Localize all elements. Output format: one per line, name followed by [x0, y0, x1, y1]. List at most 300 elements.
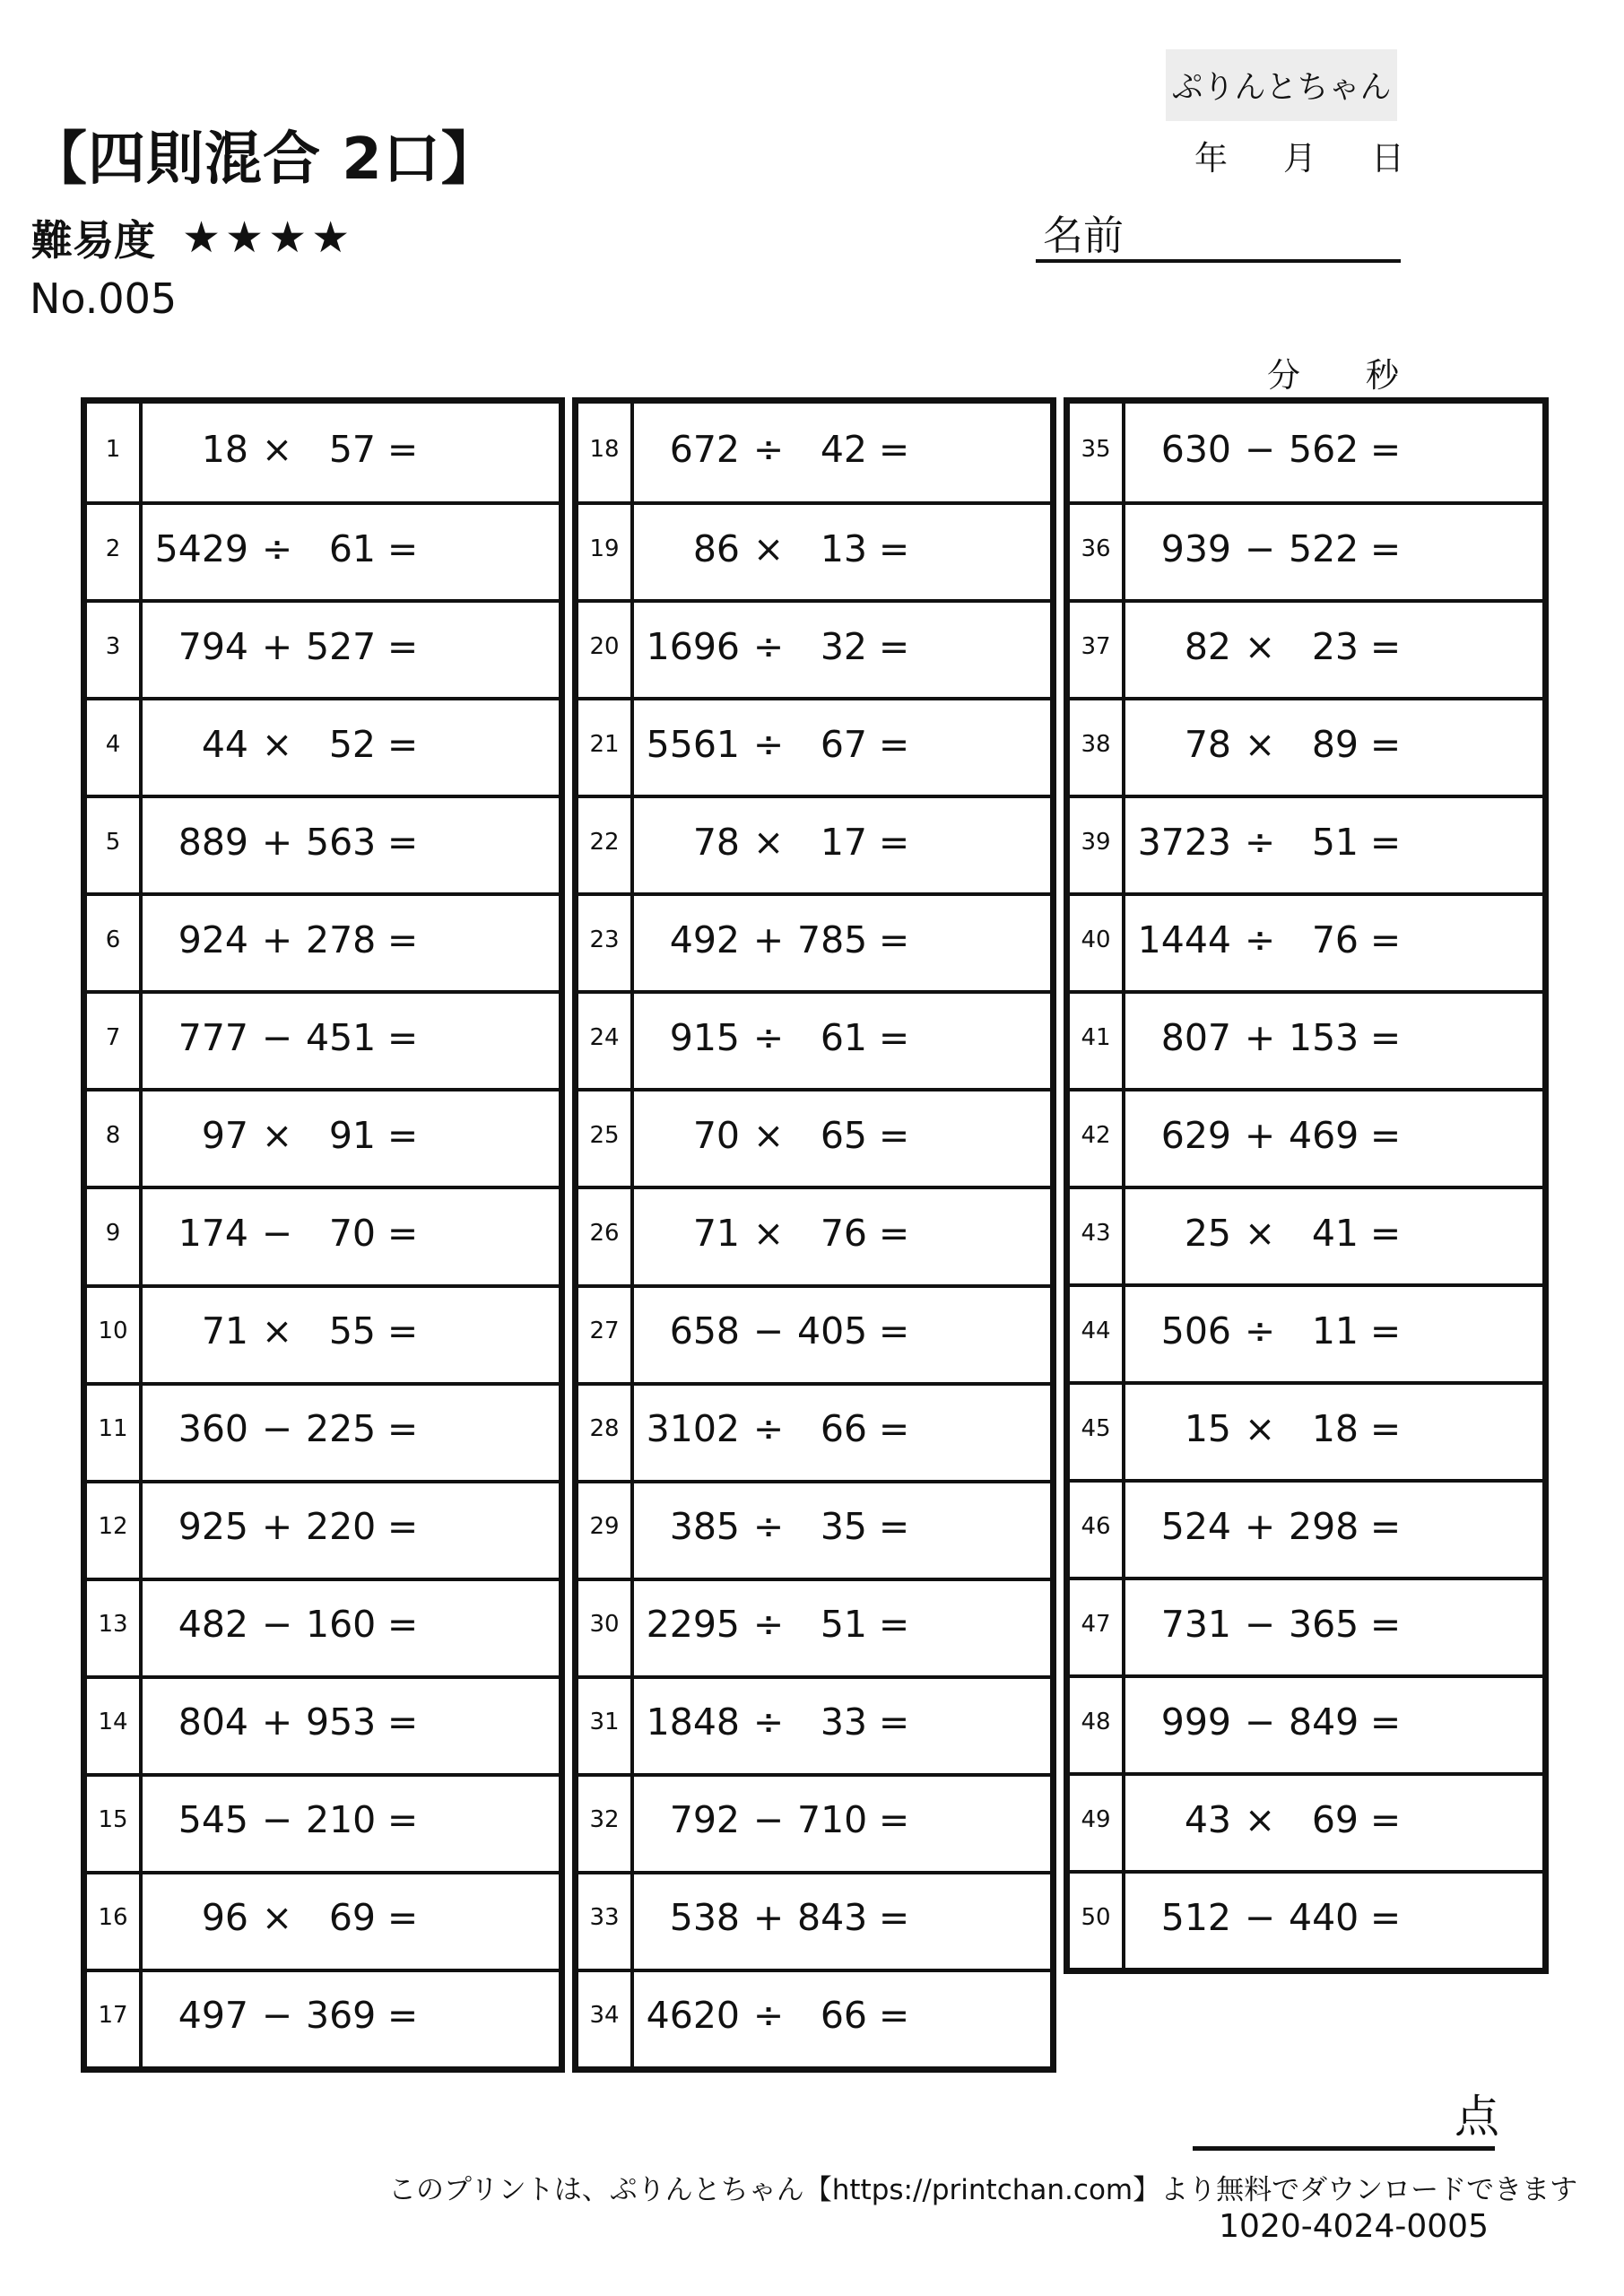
- problem-expression: [1125, 404, 1542, 501]
- operand-a: 629: [1160, 1113, 1231, 1157]
- problem-number: 3: [87, 603, 143, 697]
- operand-b: 785: [797, 918, 868, 961]
- operator: +: [261, 1700, 293, 1744]
- operand-a: 1696: [646, 624, 740, 668]
- problem-number: 43: [1070, 1189, 1125, 1283]
- score-underline: [1193, 2146, 1495, 2151]
- problem-number: 12: [87, 1483, 143, 1578]
- problem-row: [578, 1969, 1050, 2066]
- operand-b: 469: [1289, 1113, 1359, 1157]
- problem-row: [578, 1382, 1050, 1480]
- problem-expression: [634, 1288, 1050, 1382]
- problem-row: [87, 697, 559, 795]
- operator: +: [1244, 1113, 1276, 1157]
- operator: −: [1244, 1895, 1276, 1939]
- problem-number: 2: [87, 505, 143, 599]
- operand-b: 160: [306, 1603, 377, 1647]
- operator: ×: [752, 1211, 785, 1255]
- problem-expression: [143, 404, 559, 501]
- problem-number: 5: [87, 798, 143, 892]
- operand-a: 1444: [1137, 918, 1231, 961]
- problem-row: [87, 1675, 559, 1773]
- problem-expression: [1125, 1874, 1542, 1968]
- operand-b: 225: [306, 1407, 377, 1451]
- problem-number: 46: [1070, 1483, 1125, 1577]
- operand-a: 512: [1160, 1895, 1231, 1939]
- operand-a: 18: [201, 427, 248, 471]
- equals-sign: =: [1369, 1015, 1402, 1059]
- operator: −: [1244, 1700, 1276, 1744]
- problem-expression: [1125, 1776, 1542, 1870]
- problem-row: [578, 795, 1050, 892]
- operand-a: 78: [1184, 722, 1231, 766]
- problem-row: [578, 1480, 1050, 1578]
- operand-a: 777: [178, 1015, 248, 1059]
- operand-b: 153: [1289, 1015, 1359, 1059]
- operand-b: 710: [797, 1798, 868, 1842]
- problem-expression: [1125, 1385, 1542, 1479]
- problem-row: [578, 599, 1050, 697]
- problem-number: 14: [87, 1679, 143, 1773]
- operand-a: 492: [669, 918, 740, 961]
- operand-a: 71: [692, 1211, 740, 1255]
- problem-number: 36: [1070, 505, 1125, 599]
- operator: −: [261, 1407, 293, 1451]
- equals-sign: =: [878, 1896, 910, 1940]
- problem-number: 4: [87, 700, 143, 795]
- operator: ÷: [1244, 820, 1276, 864]
- problem-expression: [1125, 1678, 1542, 1772]
- problem-expression: [1125, 505, 1542, 599]
- problem-row: [1070, 404, 1542, 501]
- operand-a: 999: [1160, 1700, 1231, 1744]
- operand-b: 70: [328, 1211, 376, 1255]
- problem-row: [578, 1578, 1050, 1675]
- problem-number: 41: [1070, 994, 1125, 1088]
- problem-row: [87, 1578, 559, 1675]
- problem-expression: [1125, 1287, 1542, 1381]
- problem-row: [1070, 1479, 1542, 1577]
- equals-sign: =: [386, 1015, 419, 1059]
- problem-number: 32: [578, 1777, 634, 1871]
- seconds-label: 秒: [1366, 356, 1399, 395]
- problem-row: [1070, 1577, 1542, 1674]
- problem-row: [578, 501, 1050, 599]
- operator: ÷: [261, 526, 293, 570]
- problem-row: [1070, 1088, 1542, 1186]
- equals-sign: =: [1369, 722, 1402, 766]
- problem-row: [87, 990, 559, 1088]
- problem-expression: [634, 404, 1050, 501]
- operator: +: [752, 918, 785, 961]
- operator: +: [261, 1505, 293, 1549]
- problem-number: 23: [578, 896, 634, 990]
- operator: ÷: [752, 1603, 785, 1647]
- problem-number: 27: [578, 1288, 634, 1382]
- problem-expression: [634, 1483, 1050, 1578]
- operator: ÷: [752, 1700, 785, 1744]
- operand-a: 915: [669, 1015, 740, 1059]
- operator: ×: [261, 722, 293, 766]
- problem-number: 19: [578, 505, 634, 599]
- problem-expression: [1125, 994, 1542, 1088]
- footer-code: 1020-4024-0005: [1219, 2208, 1489, 2245]
- problem-expression: [634, 603, 1050, 697]
- operand-b: 451: [306, 1015, 377, 1059]
- footer-credit: このプリントは、ぷりんとちゃん【https://printchan.com】より無料でダウンロードできます: [388, 2174, 1578, 2206]
- problem-expression: [634, 1777, 1050, 1871]
- operand-a: 538: [669, 1896, 740, 1940]
- problem-row: [87, 1088, 559, 1186]
- year-label: 年: [1194, 139, 1228, 178]
- operand-a: 2295: [646, 1603, 740, 1647]
- operand-b: 67: [820, 722, 867, 766]
- operator: ×: [752, 1113, 785, 1157]
- problem-expression: [143, 1581, 559, 1675]
- equals-sign: =: [878, 1211, 910, 1255]
- problem-row: [87, 1871, 559, 1969]
- problem-row: [87, 1969, 559, 2066]
- equals-sign: =: [386, 1603, 419, 1647]
- problem-number: 6: [87, 896, 143, 990]
- operator: +: [752, 1896, 785, 1940]
- operand-b: 13: [820, 526, 867, 570]
- sheet-number: No.005: [30, 274, 178, 323]
- problem-expression: [143, 1777, 559, 1871]
- operator: −: [261, 1015, 293, 1059]
- operand-b: 405: [797, 1309, 868, 1353]
- operand-a: 545: [178, 1798, 248, 1842]
- operand-a: 71: [201, 1309, 248, 1353]
- problem-expression: [143, 1874, 559, 1969]
- operand-a: 630: [1160, 427, 1231, 471]
- operand-b: 562: [1289, 427, 1359, 471]
- operand-a: 672: [669, 427, 740, 471]
- equals-sign: =: [386, 1505, 419, 1549]
- operator: +: [261, 918, 293, 961]
- operand-b: 41: [1311, 1211, 1359, 1255]
- operand-b: 365: [1289, 1602, 1359, 1646]
- problem-row: [1070, 1186, 1542, 1283]
- problem-expression: [634, 994, 1050, 1088]
- operator: ×: [261, 427, 293, 471]
- problem-row: [578, 1186, 1050, 1283]
- operand-a: 731: [1160, 1602, 1231, 1646]
- operand-b: 33: [820, 1700, 867, 1744]
- equals-sign: =: [878, 1505, 910, 1549]
- operator: ×: [1244, 1797, 1276, 1841]
- equals-sign: =: [1369, 1309, 1402, 1352]
- operand-a: 939: [1160, 526, 1231, 570]
- problem-expression: [1125, 700, 1542, 795]
- operand-b: 52: [328, 722, 376, 766]
- problem-number: 49: [1070, 1776, 1125, 1870]
- problem-number: 42: [1070, 1091, 1125, 1186]
- operand-a: 497: [178, 1994, 248, 2038]
- operand-a: 4620: [646, 1994, 740, 2038]
- operand-b: 210: [306, 1798, 377, 1842]
- equals-sign: =: [878, 1309, 910, 1353]
- equals-sign: =: [878, 1700, 910, 1744]
- problem-column-3: [1064, 397, 1549, 1974]
- problem-expression: [634, 896, 1050, 990]
- operand-b: 849: [1289, 1700, 1359, 1744]
- problem-expression: [143, 1288, 559, 1382]
- operand-b: 440: [1289, 1895, 1359, 1939]
- problem-number: 7: [87, 994, 143, 1088]
- problem-row: [578, 1675, 1050, 1773]
- operand-b: 89: [1311, 722, 1359, 766]
- problem-number: 47: [1070, 1580, 1125, 1674]
- problem-expression: [143, 1091, 559, 1186]
- problem-number: 40: [1070, 896, 1125, 990]
- problem-expression: [634, 1581, 1050, 1675]
- operator: −: [1244, 1602, 1276, 1646]
- operand-a: 924: [178, 918, 248, 961]
- operator: ÷: [752, 1015, 785, 1059]
- operand-b: 278: [306, 918, 377, 961]
- minutes-label: 分: [1267, 356, 1300, 395]
- problem-row: [1070, 1381, 1542, 1479]
- operand-b: 563: [306, 820, 377, 864]
- problem-number: 8: [87, 1091, 143, 1186]
- operand-b: 61: [328, 526, 376, 570]
- problem-column-2: [572, 397, 1056, 2073]
- problem-number: 10: [87, 1288, 143, 1382]
- operand-b: 220: [306, 1505, 377, 1549]
- operand-b: 953: [306, 1700, 377, 1744]
- operand-a: 524: [1160, 1504, 1231, 1548]
- problem-row: [87, 404, 559, 501]
- problem-row: [87, 795, 559, 892]
- operator: ×: [752, 526, 785, 570]
- operand-b: 18: [1311, 1406, 1359, 1450]
- problem-expression: [1125, 1091, 1542, 1186]
- equals-sign: =: [878, 427, 910, 471]
- operator: −: [752, 1309, 785, 1353]
- equals-sign: =: [386, 918, 419, 961]
- problem-number: 35: [1070, 404, 1125, 501]
- page-title: 【四則混合 2口】: [30, 126, 499, 193]
- equals-sign: =: [386, 1994, 419, 2038]
- problem-number: 44: [1070, 1287, 1125, 1381]
- problem-row: [578, 990, 1050, 1088]
- operator: −: [261, 1798, 293, 1842]
- problem-row: [578, 697, 1050, 795]
- equals-sign: =: [386, 526, 419, 570]
- problem-expression: [143, 798, 559, 892]
- operand-b: 65: [820, 1113, 867, 1157]
- difficulty-label: 難易度: [31, 216, 155, 265]
- operand-b: 76: [820, 1211, 867, 1255]
- problem-number: 9: [87, 1189, 143, 1283]
- difficulty-row: [31, 208, 354, 267]
- operand-a: 86: [692, 526, 740, 570]
- problem-number: 20: [578, 603, 634, 697]
- problem-row: [87, 1284, 559, 1382]
- operand-b: 55: [328, 1309, 376, 1353]
- operand-b: 42: [820, 427, 867, 471]
- problem-expression: [634, 700, 1050, 795]
- problem-number: 18: [578, 404, 634, 501]
- equals-sign: =: [1369, 1406, 1402, 1450]
- operator: −: [261, 1211, 293, 1255]
- operator: ×: [1244, 1211, 1276, 1255]
- problem-number: 24: [578, 994, 634, 1088]
- equals-sign: =: [1369, 427, 1402, 471]
- operand-a: 70: [692, 1113, 740, 1157]
- equals-sign: =: [878, 526, 910, 570]
- operator: −: [1244, 427, 1276, 471]
- equals-sign: =: [878, 722, 910, 766]
- operand-a: 804: [178, 1700, 248, 1744]
- operand-b: 69: [328, 1896, 376, 1940]
- problem-row: [1070, 795, 1542, 892]
- operand-a: 44: [201, 722, 248, 766]
- problem-number: 16: [87, 1874, 143, 1969]
- operator: ÷: [752, 624, 785, 668]
- operand-b: 23: [1311, 624, 1359, 668]
- problem-row: [578, 1284, 1050, 1382]
- equals-sign: =: [878, 624, 910, 668]
- operand-a: 15: [1184, 1406, 1231, 1450]
- problem-row: [87, 501, 559, 599]
- problem-number: 13: [87, 1581, 143, 1675]
- equals-sign: =: [1369, 1797, 1402, 1841]
- problem-expression: [1125, 1580, 1542, 1674]
- operand-a: 889: [178, 820, 248, 864]
- equals-sign: =: [1369, 1113, 1402, 1157]
- operand-a: 3102: [646, 1407, 740, 1451]
- problem-number: 21: [578, 700, 634, 795]
- problem-row: [1070, 892, 1542, 990]
- equals-sign: =: [878, 820, 910, 864]
- operand-a: 43: [1184, 1797, 1231, 1841]
- operator: ÷: [752, 1505, 785, 1549]
- problem-expression: [634, 1386, 1050, 1480]
- operand-b: 51: [1311, 820, 1359, 864]
- equals-sign: =: [386, 1700, 419, 1744]
- problem-number: 28: [578, 1386, 634, 1480]
- problem-number: 38: [1070, 700, 1125, 795]
- operand-b: 843: [797, 1896, 868, 1940]
- problem-row: [1070, 697, 1542, 795]
- day-label: 日: [1371, 139, 1404, 178]
- problem-expression: [1125, 1189, 1542, 1283]
- problem-number: 33: [578, 1874, 634, 1969]
- equals-sign: =: [386, 1113, 419, 1157]
- equals-sign: =: [1369, 1602, 1402, 1646]
- operand-a: 807: [1160, 1015, 1231, 1059]
- operator: +: [261, 820, 293, 864]
- problem-row: [1070, 1674, 1542, 1772]
- operator: ×: [261, 1309, 293, 1353]
- equals-sign: =: [386, 624, 419, 668]
- operand-a: 1848: [646, 1700, 740, 1744]
- difficulty-stars: ★★★★: [182, 213, 355, 263]
- operand-a: 174: [178, 1211, 248, 1255]
- operand-b: 32: [820, 624, 867, 668]
- operator: ×: [261, 1113, 293, 1157]
- problem-expression: [1125, 896, 1542, 990]
- operand-a: 78: [692, 820, 740, 864]
- operator: −: [752, 1798, 785, 1842]
- operator: ÷: [752, 1407, 785, 1451]
- operand-b: 17: [820, 820, 867, 864]
- problem-column-1: [81, 397, 565, 2073]
- problem-row: [1070, 501, 1542, 599]
- problem-number: 1: [87, 404, 143, 501]
- operand-a: 82: [1184, 624, 1231, 668]
- problem-expression: [634, 798, 1050, 892]
- equals-sign: =: [1369, 1700, 1402, 1744]
- problem-expression: [143, 603, 559, 697]
- problem-number: 50: [1070, 1874, 1125, 1968]
- operand-b: 51: [820, 1603, 867, 1647]
- problem-row: [578, 1871, 1050, 1969]
- problem-row: [1070, 1870, 1542, 1968]
- operand-b: 527: [306, 624, 377, 668]
- problem-number: 11: [87, 1386, 143, 1480]
- operator: ×: [1244, 1406, 1276, 1450]
- problem-expression: [143, 1189, 559, 1283]
- operator: +: [1244, 1015, 1276, 1059]
- score-label: 点: [1455, 2091, 1499, 2143]
- operator: ×: [1244, 624, 1276, 668]
- equals-sign: =: [386, 722, 419, 766]
- problem-number: 34: [578, 1972, 634, 2066]
- operator: ×: [752, 820, 785, 864]
- problem-expression: [143, 994, 559, 1088]
- equals-sign: =: [1369, 820, 1402, 864]
- operand-b: 91: [328, 1113, 376, 1157]
- problem-expression: [143, 1483, 559, 1578]
- operator: ×: [261, 1896, 293, 1940]
- operand-b: 57: [328, 427, 376, 471]
- equals-sign: =: [386, 427, 419, 471]
- operand-a: 658: [669, 1309, 740, 1353]
- problem-row: [1070, 599, 1542, 697]
- problem-expression: [1125, 603, 1542, 697]
- operand-a: 792: [669, 1798, 740, 1842]
- problem-expression: [143, 1972, 559, 2066]
- operand-a: 96: [201, 1896, 248, 1940]
- operator: ÷: [752, 427, 785, 471]
- problem-row: [1070, 1283, 1542, 1381]
- problem-number: 45: [1070, 1385, 1125, 1479]
- operand-b: 11: [1311, 1309, 1359, 1352]
- problem-expression: [143, 505, 559, 599]
- problem-number: 17: [87, 1972, 143, 2066]
- name-label: 名前: [1043, 212, 1125, 259]
- problem-number: 22: [578, 798, 634, 892]
- problem-number: 29: [578, 1483, 634, 1578]
- equals-sign: =: [386, 1309, 419, 1353]
- operand-b: 369: [306, 1994, 377, 2038]
- operand-b: 61: [820, 1015, 867, 1059]
- operand-a: 794: [178, 624, 248, 668]
- equals-sign: =: [1369, 1504, 1402, 1548]
- operand-a: 5561: [646, 722, 740, 766]
- equals-sign: =: [878, 1407, 910, 1451]
- problem-expression: [1125, 1483, 1542, 1577]
- problem-expression: [143, 700, 559, 795]
- operand-b: 35: [820, 1505, 867, 1549]
- equals-sign: =: [386, 1896, 419, 1940]
- problem-expression: [634, 1874, 1050, 1969]
- problem-row: [1070, 990, 1542, 1088]
- operator: −: [261, 1994, 293, 2038]
